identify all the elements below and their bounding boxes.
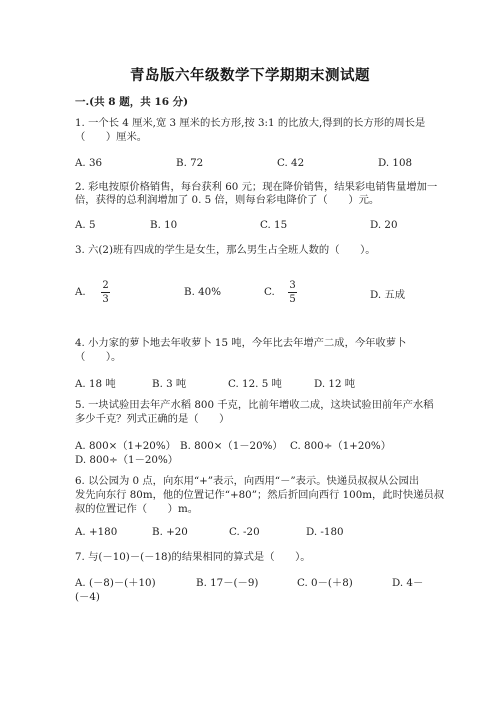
q6-option-a: A. +180 (75, 526, 118, 538)
q7-option-d: D. 4－ (392, 577, 424, 589)
q4-option-b: B. 3 吨 (152, 378, 187, 390)
q5-line-1: 5. 一块试验田去年产水稻 800 千克，比前年增收二成，这块试验田前年产水稻 (75, 399, 434, 411)
q3-fraction-c-numerator: 3 (289, 280, 296, 291)
q1-line-2: （ ）厘米。 (75, 131, 148, 143)
q6-option-d: D. -180 (306, 526, 344, 538)
fraction-bar (288, 292, 297, 293)
q5-option-a: A. 800×（1+20%） (75, 440, 176, 452)
q7-option-d-continued: (－4) (75, 591, 100, 603)
q3-fraction-a-denominator: 3 (102, 294, 109, 305)
q6-line-1: 6. 以公园为 0 点，向东用“+”表示，向西用“－”表示。快递员叔叔从公园出 (75, 475, 420, 487)
q4-line-1: 4. 小力家的萝卜地去年收萝卜 15 吨，今年比去年增产二成，今年收萝卜 (75, 337, 407, 349)
q1-option-c: C. 42 (277, 157, 305, 169)
q4-option-c: C. 12. 5 吨 (228, 378, 282, 390)
q3-line-1: 3. 六(2)班有四成的学生是女生，那么男生占全班人数的（ ）。 (75, 244, 376, 256)
q2-option-a: A. 5 (75, 219, 96, 231)
q6-line-2: 发先向东行 80m，他的位置记作“+80”；然后折回向西行 100m，此时快递员叔 (75, 489, 445, 501)
q6-option-b: B. +20 (152, 526, 188, 538)
q3-option-c: C. (264, 286, 275, 298)
section-heading: 一.(共 8 题，共 16 分) (75, 96, 189, 108)
q4-option-a: A. 18 吨 (75, 378, 116, 390)
q1-option-a: A. 36 (75, 157, 103, 169)
q2-option-b: B. 10 (150, 219, 178, 231)
q3-option-d: D. 五成 (370, 289, 406, 301)
q4-line-2: （ ）。 (75, 351, 122, 363)
q2-line-2: 倍，获得的总利润增加了 0. 5 倍，则每台彩电降价了（ ）元。 (75, 194, 380, 206)
q1-line-1: 1. 一个长 4 厘米,宽 3 厘米的长方形,按 3:1 的比放大,得到的长方形的周长是 (75, 117, 426, 129)
q3-fraction-a (101, 280, 110, 305)
q6-line-3: 叔的位置记作（ ）m。 (75, 503, 199, 515)
q5-line-2: 多少千克？列式正确的是（ ） (75, 413, 230, 425)
q1-option-d: D. 108 (378, 157, 413, 169)
q7-line-1: 7. 与(－10)－(－18)的结果相同的算式是（ ）。 (75, 551, 311, 563)
page-title: 青岛版六年级数学下学期期末测试题 (130, 67, 370, 84)
q7-option-a: A. (－8)－(＋10) (75, 577, 156, 589)
q6-option-c: C. -20 (229, 526, 260, 538)
q1-option-b: B. 72 (176, 157, 204, 169)
q2-option-c: C. 15 (260, 219, 288, 231)
q3-option-a: A. (75, 286, 86, 298)
q3-fraction-c (288, 280, 297, 305)
q3-option-b: B. 40% (184, 286, 221, 298)
q7-option-b: B. 17－(－9) (196, 577, 259, 589)
q2-option-d: D. 20 (370, 219, 398, 231)
q3-fraction-a-numerator: 2 (102, 280, 109, 291)
q5-option-c: C. 800÷（1+20%） (290, 440, 391, 452)
q5-option-d: D. 800÷（1－20%） (75, 454, 179, 466)
q5-option-b: B. 800×（1－20%） (180, 440, 283, 452)
fraction-bar (101, 292, 110, 293)
q7-option-c: C. 0－(＋8) (297, 577, 353, 589)
q2-line-1: 2. 彩电按原价格销售，每台获利 60 元；现在降价销售，结果彩电销售量增加一 (75, 181, 438, 193)
q3-fraction-c-denominator: 5 (289, 294, 296, 305)
q4-option-d: D. 12 吨 (314, 378, 356, 390)
